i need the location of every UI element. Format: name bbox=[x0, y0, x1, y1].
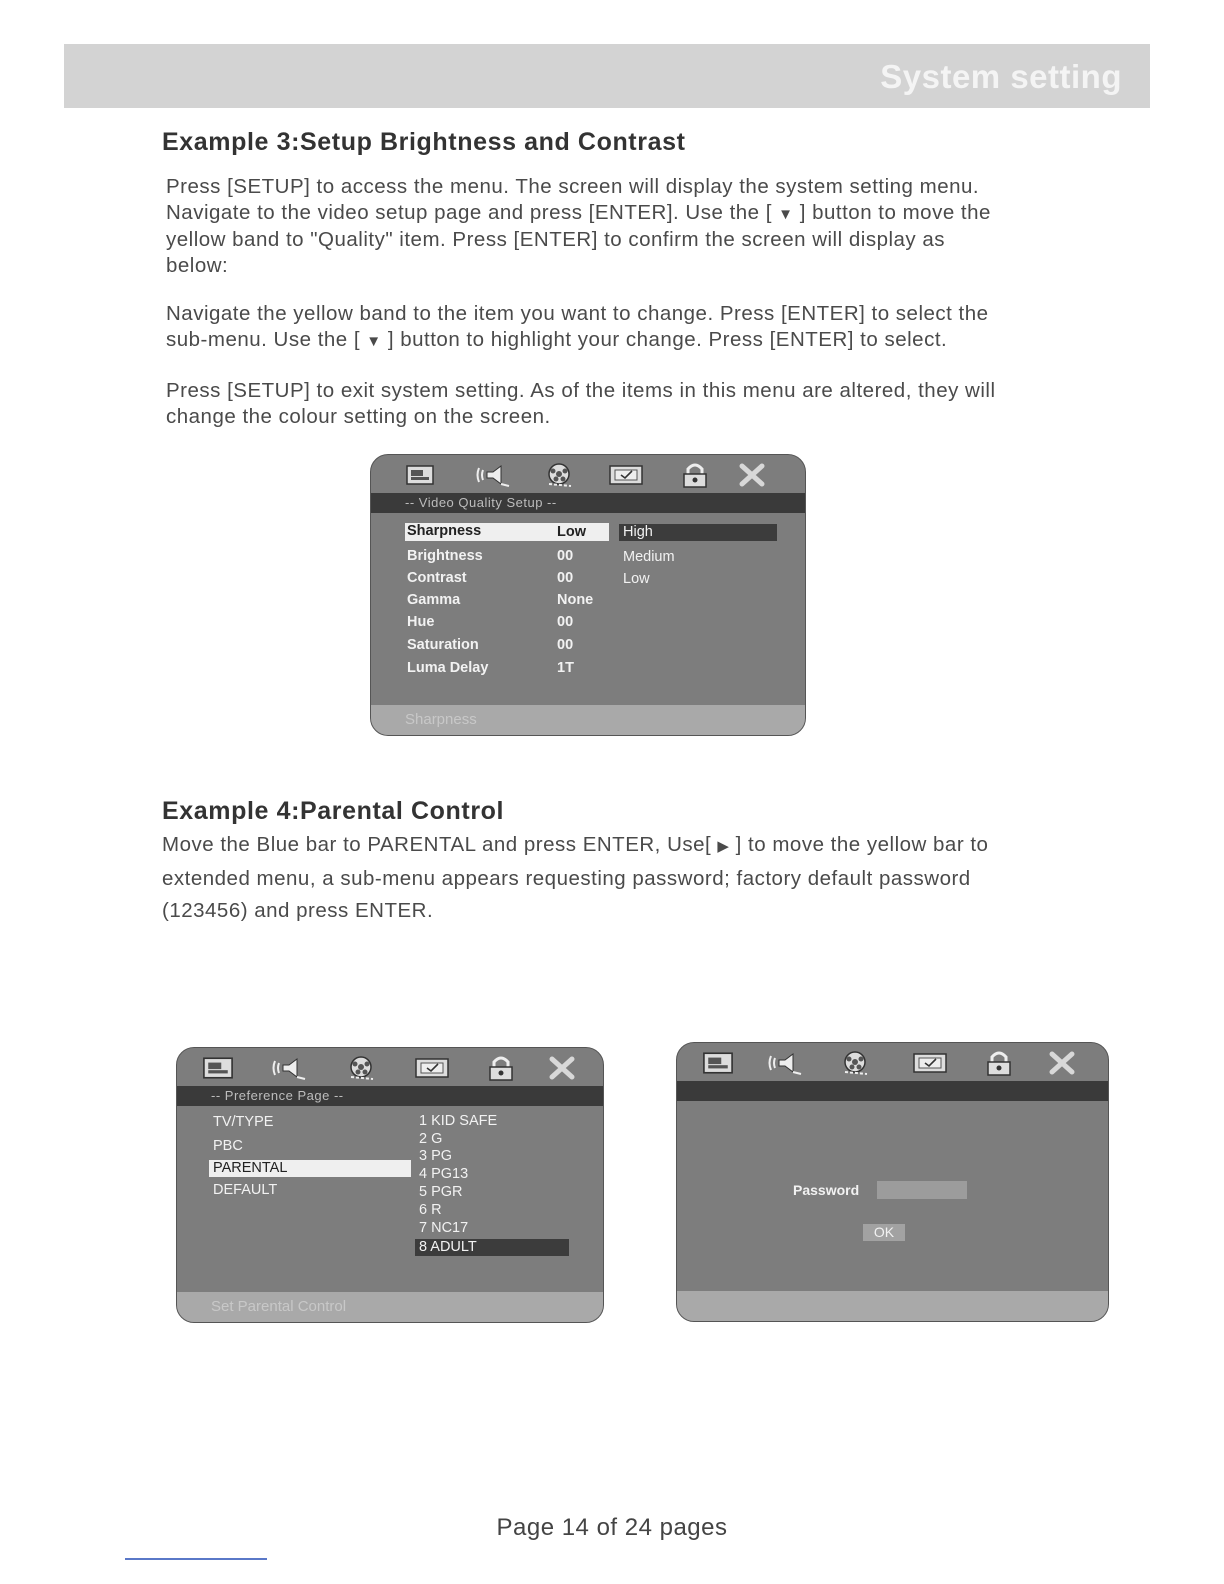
tv-screen-icon[interactable] bbox=[405, 462, 435, 488]
example4-heading: Example 4:Parental Control bbox=[162, 797, 505, 825]
osd-title-bar bbox=[677, 1081, 1108, 1101]
password-label: Password bbox=[793, 1182, 860, 1198]
video-quality-osd bbox=[370, 454, 806, 736]
rating-option-label: 8 ADULT bbox=[419, 1239, 477, 1255]
text-part: Move the Blue bar to PARENTAL and press ENTER, Use[ bbox=[162, 833, 718, 856]
preferences-check-icon[interactable] bbox=[911, 1050, 949, 1076]
exit-x-icon[interactable] bbox=[547, 1055, 577, 1081]
osd-status-bar bbox=[677, 1291, 1108, 1321]
menu-item-tv-type[interactable]: TV/TYPE bbox=[213, 1114, 274, 1130]
text-part: Navigate the yellow band to the item you want to change. Press [ENTER] to select the sub-menu. Use the [ bbox=[166, 302, 989, 351]
osd-status-bar bbox=[177, 1292, 603, 1322]
menu-item-gamma[interactable]: Gamma bbox=[407, 592, 461, 608]
padlock-icon[interactable] bbox=[679, 462, 711, 488]
header-title: System setting bbox=[880, 58, 1122, 95]
menu-item-default[interactable]: DEFAULT bbox=[213, 1182, 278, 1198]
osd-icon-bar bbox=[177, 1048, 603, 1086]
ok-button[interactable]: OK bbox=[863, 1224, 905, 1241]
menu-value-luma-delay: 1T bbox=[557, 660, 574, 676]
example3-heading: Example 3:Setup Brightness and Contrast bbox=[162, 128, 686, 156]
film-reel-icon[interactable] bbox=[837, 1050, 877, 1076]
menu-item-label: PARENTAL bbox=[213, 1160, 288, 1176]
down-arrow-icon: ▼ bbox=[778, 205, 794, 223]
menu-value-saturation: 00 bbox=[557, 637, 574, 653]
osd-status-text: Sharpness bbox=[405, 711, 477, 728]
tv-screen-icon[interactable] bbox=[701, 1050, 735, 1076]
menu-value-hue: 00 bbox=[557, 614, 574, 630]
film-reel-icon[interactable] bbox=[541, 462, 581, 488]
submenu-option-label: High bbox=[623, 524, 653, 540]
rating-option[interactable]: 6 R bbox=[419, 1202, 442, 1218]
menu-item-saturation[interactable]: Saturation bbox=[407, 637, 479, 653]
preference-page-osd bbox=[176, 1047, 604, 1323]
submenu-option-high[interactable] bbox=[619, 524, 777, 541]
menu-value-contrast: 00 bbox=[557, 570, 574, 586]
down-arrow-icon: ▼ bbox=[366, 332, 382, 350]
rating-option[interactable]: 2 G bbox=[419, 1131, 443, 1147]
rating-option[interactable]: 5 PGR bbox=[419, 1184, 463, 1200]
exit-x-icon[interactable] bbox=[1047, 1050, 1077, 1076]
tv-screen-icon[interactable] bbox=[201, 1055, 235, 1081]
menu-item-pbc[interactable]: PBC bbox=[213, 1138, 243, 1154]
audio-speaker-icon[interactable] bbox=[767, 1050, 803, 1076]
submenu-option-medium[interactable]: Medium bbox=[623, 549, 675, 565]
menu-item-label: Sharpness bbox=[407, 523, 482, 539]
film-reel-icon[interactable] bbox=[343, 1055, 383, 1081]
example3-paragraph-1 bbox=[166, 174, 1166, 278]
menu-item-luma-delay[interactable]: Luma Delay bbox=[407, 660, 489, 676]
rating-option[interactable]: 3 PG bbox=[419, 1148, 453, 1164]
menu-item-brightness[interactable]: Brightness bbox=[407, 548, 483, 564]
footer-rule bbox=[125, 1558, 267, 1560]
rating-option[interactable]: 7 NC17 bbox=[419, 1220, 469, 1236]
padlock-icon[interactable] bbox=[485, 1055, 517, 1081]
text-part: Press [SETUP] to access the menu. The screen will display the system setting menu. Navigate to the video setup page and press [ENTER]. Use the [ bbox=[166, 175, 980, 224]
menu-value-sharpness: Low bbox=[557, 524, 586, 540]
osd-page-title: -- Video Quality Setup -- bbox=[405, 495, 557, 510]
example3-paragraph-3: Press [SETUP] to exit system setting. As of the items in this menu are altered, they will change the colour setting on the screen. bbox=[166, 379, 996, 428]
password-osd bbox=[676, 1042, 1109, 1322]
rating-option[interactable]: 1 KID SAFE bbox=[419, 1113, 498, 1129]
audio-speaker-icon[interactable] bbox=[271, 1055, 307, 1081]
audio-speaker-icon[interactable] bbox=[475, 462, 511, 488]
example4-paragraph bbox=[162, 829, 1162, 927]
osd-title-bar bbox=[177, 1086, 603, 1106]
menu-item-hue[interactable]: Hue bbox=[407, 614, 435, 630]
rating-option[interactable]: 4 PG13 bbox=[419, 1166, 469, 1182]
text-part: ] button to move the yellow band to "Quality" item. Press [ENTER] to confirm the screen will display as below: bbox=[166, 200, 991, 277]
menu-item-parental[interactable] bbox=[209, 1160, 411, 1177]
text-part: ] button to highlight your change. Press [ENTER] to select. bbox=[381, 327, 948, 351]
password-input[interactable] bbox=[877, 1181, 967, 1199]
rating-option-selected[interactable] bbox=[415, 1239, 569, 1256]
padlock-icon[interactable] bbox=[983, 1050, 1015, 1076]
menu-item-contrast[interactable]: Contrast bbox=[407, 570, 467, 586]
example3-paragraph-2 bbox=[166, 301, 1166, 354]
submenu-option-low[interactable]: Low bbox=[623, 571, 650, 587]
exit-x-icon[interactable] bbox=[737, 462, 767, 488]
preferences-check-icon[interactable] bbox=[413, 1055, 451, 1081]
osd-icon-bar bbox=[677, 1043, 1108, 1081]
right-arrow-icon: ▶ bbox=[717, 838, 730, 855]
text-part: ] to move the yellow bar to extended menu, a sub-menu appears requesting password; factory default password (123456) and press ENTER. bbox=[162, 833, 989, 922]
page-number: Page 14 of 24 pages bbox=[496, 1514, 728, 1541]
preferences-check-icon[interactable] bbox=[607, 462, 645, 488]
menu-value-brightness: 00 bbox=[557, 548, 574, 564]
osd-icon-bar bbox=[371, 455, 805, 493]
menu-value-gamma: None bbox=[557, 592, 594, 608]
osd-status-bar bbox=[371, 705, 805, 735]
osd-page-title: -- Preference Page -- bbox=[211, 1088, 344, 1103]
osd-status-text: Set Parental Control bbox=[211, 1298, 347, 1315]
osd-title-bar bbox=[371, 493, 805, 513]
header-band bbox=[64, 44, 1150, 108]
